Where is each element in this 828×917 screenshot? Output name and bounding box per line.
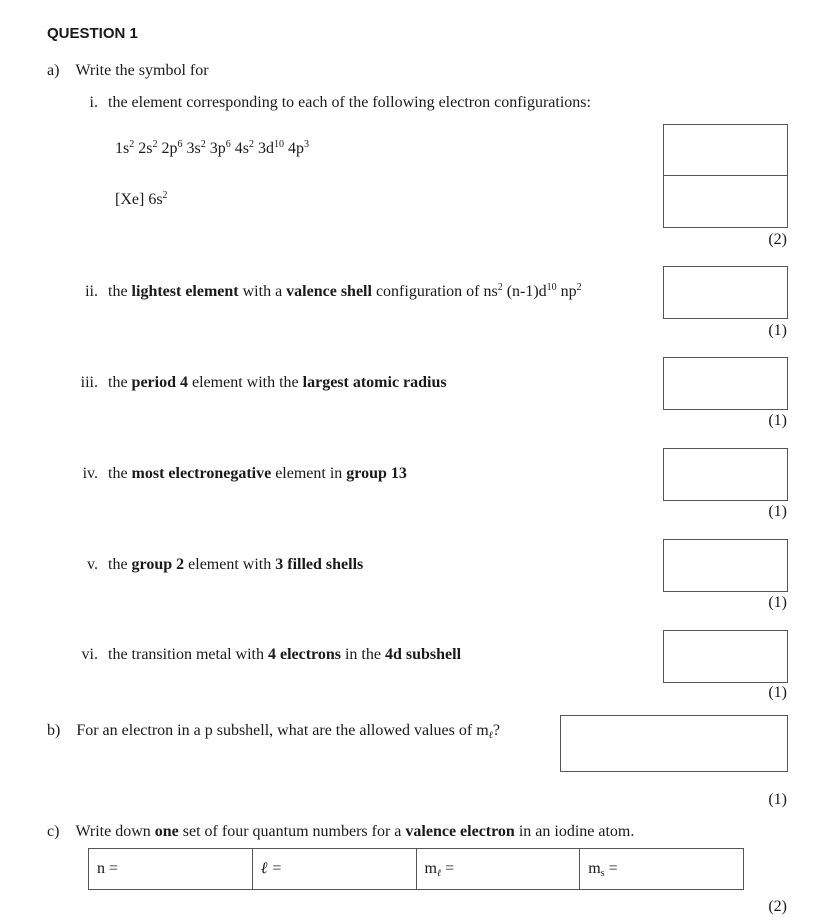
part-a-label: a)	[47, 62, 60, 79]
part-b-text: b) For an electron in a p subshell, what are the allowed values of $m_\ell$?	[47, 722, 500, 741]
numeral-i: i.	[89, 94, 98, 111]
question-title: QUESTION 1	[47, 25, 138, 42]
part-a-iv-text: iv. the most electronegative element in group 13	[68, 465, 407, 483]
part-c-text: c) Write down one set of four quantum numbers for a valence electron in an iodine atom.	[47, 823, 635, 840]
part-a-i-text	[68, 94, 591, 112]
marks-a-iii: (1)	[768, 412, 787, 429]
marks-a-v: (1)	[768, 594, 787, 611]
part-a-vi-text: vi. the transition metal with 4 electrons in the 4d subshell	[68, 646, 461, 664]
marks-c: (2)	[768, 898, 787, 915]
answer-box-a-iv[interactable]	[663, 448, 788, 501]
numeral-iii: iii.	[80, 374, 98, 391]
numeral-ii: ii.	[85, 283, 98, 300]
answer-box-a-vi[interactable]	[663, 630, 788, 683]
part-c-label: c)	[47, 823, 60, 840]
marks-a-i: (2)	[768, 231, 787, 248]
answer-box-b[interactable]	[560, 715, 788, 772]
quantum-numbers-table	[88, 848, 744, 890]
part-a-v-text: v. the group 2 element with 3 filled shells	[68, 556, 363, 574]
part-b-label: b)	[47, 722, 61, 739]
numeral-iv: iv.	[82, 465, 98, 482]
marks-a-vi: (1)	[768, 684, 787, 701]
electron-config-2: [Xe] $6s^2$	[115, 190, 168, 208]
cell-n[interactable]: n =	[89, 849, 253, 890]
electron-config-1: $1s^2$ $2s^2$ $2p^6$ $3s^2$ $3p^6$ $4s^2$ $3d^{10}$ $4p^3$	[115, 139, 309, 157]
part-a-iii-text: iii. the period 4 element with the largest atomic radius	[68, 374, 447, 392]
answer-box-a-i-1[interactable]	[663, 124, 788, 176]
marks-a-ii: (1)	[768, 322, 787, 339]
cell-l[interactable]: ℓ =	[252, 849, 416, 890]
part-a-intro: Write the symbol for	[75, 62, 209, 79]
answer-box-a-iii[interactable]	[663, 357, 788, 410]
part-a-ii-text: ii. the lightest element with a valence shell configuration of $ns^2$ $(n-1)d^{10}$ $np^2$	[68, 283, 582, 301]
marks-a-iv: (1)	[768, 503, 787, 520]
cell-ml[interactable]: $m_\ell$ =	[416, 849, 580, 890]
cell-ms[interactable]: $m_s$ =	[580, 849, 744, 890]
answer-box-a-ii[interactable]	[663, 266, 788, 319]
numeral-vi: vi.	[81, 646, 98, 663]
answer-box-a-i-2[interactable]	[663, 175, 788, 228]
part-a-i-prompt: the element corresponding to each of the following electron configurations:	[108, 94, 591, 111]
part-a-heading	[47, 62, 209, 80]
numeral-v: v.	[87, 556, 98, 573]
marks-b: (1)	[768, 791, 787, 808]
answer-box-a-v[interactable]	[663, 539, 788, 592]
